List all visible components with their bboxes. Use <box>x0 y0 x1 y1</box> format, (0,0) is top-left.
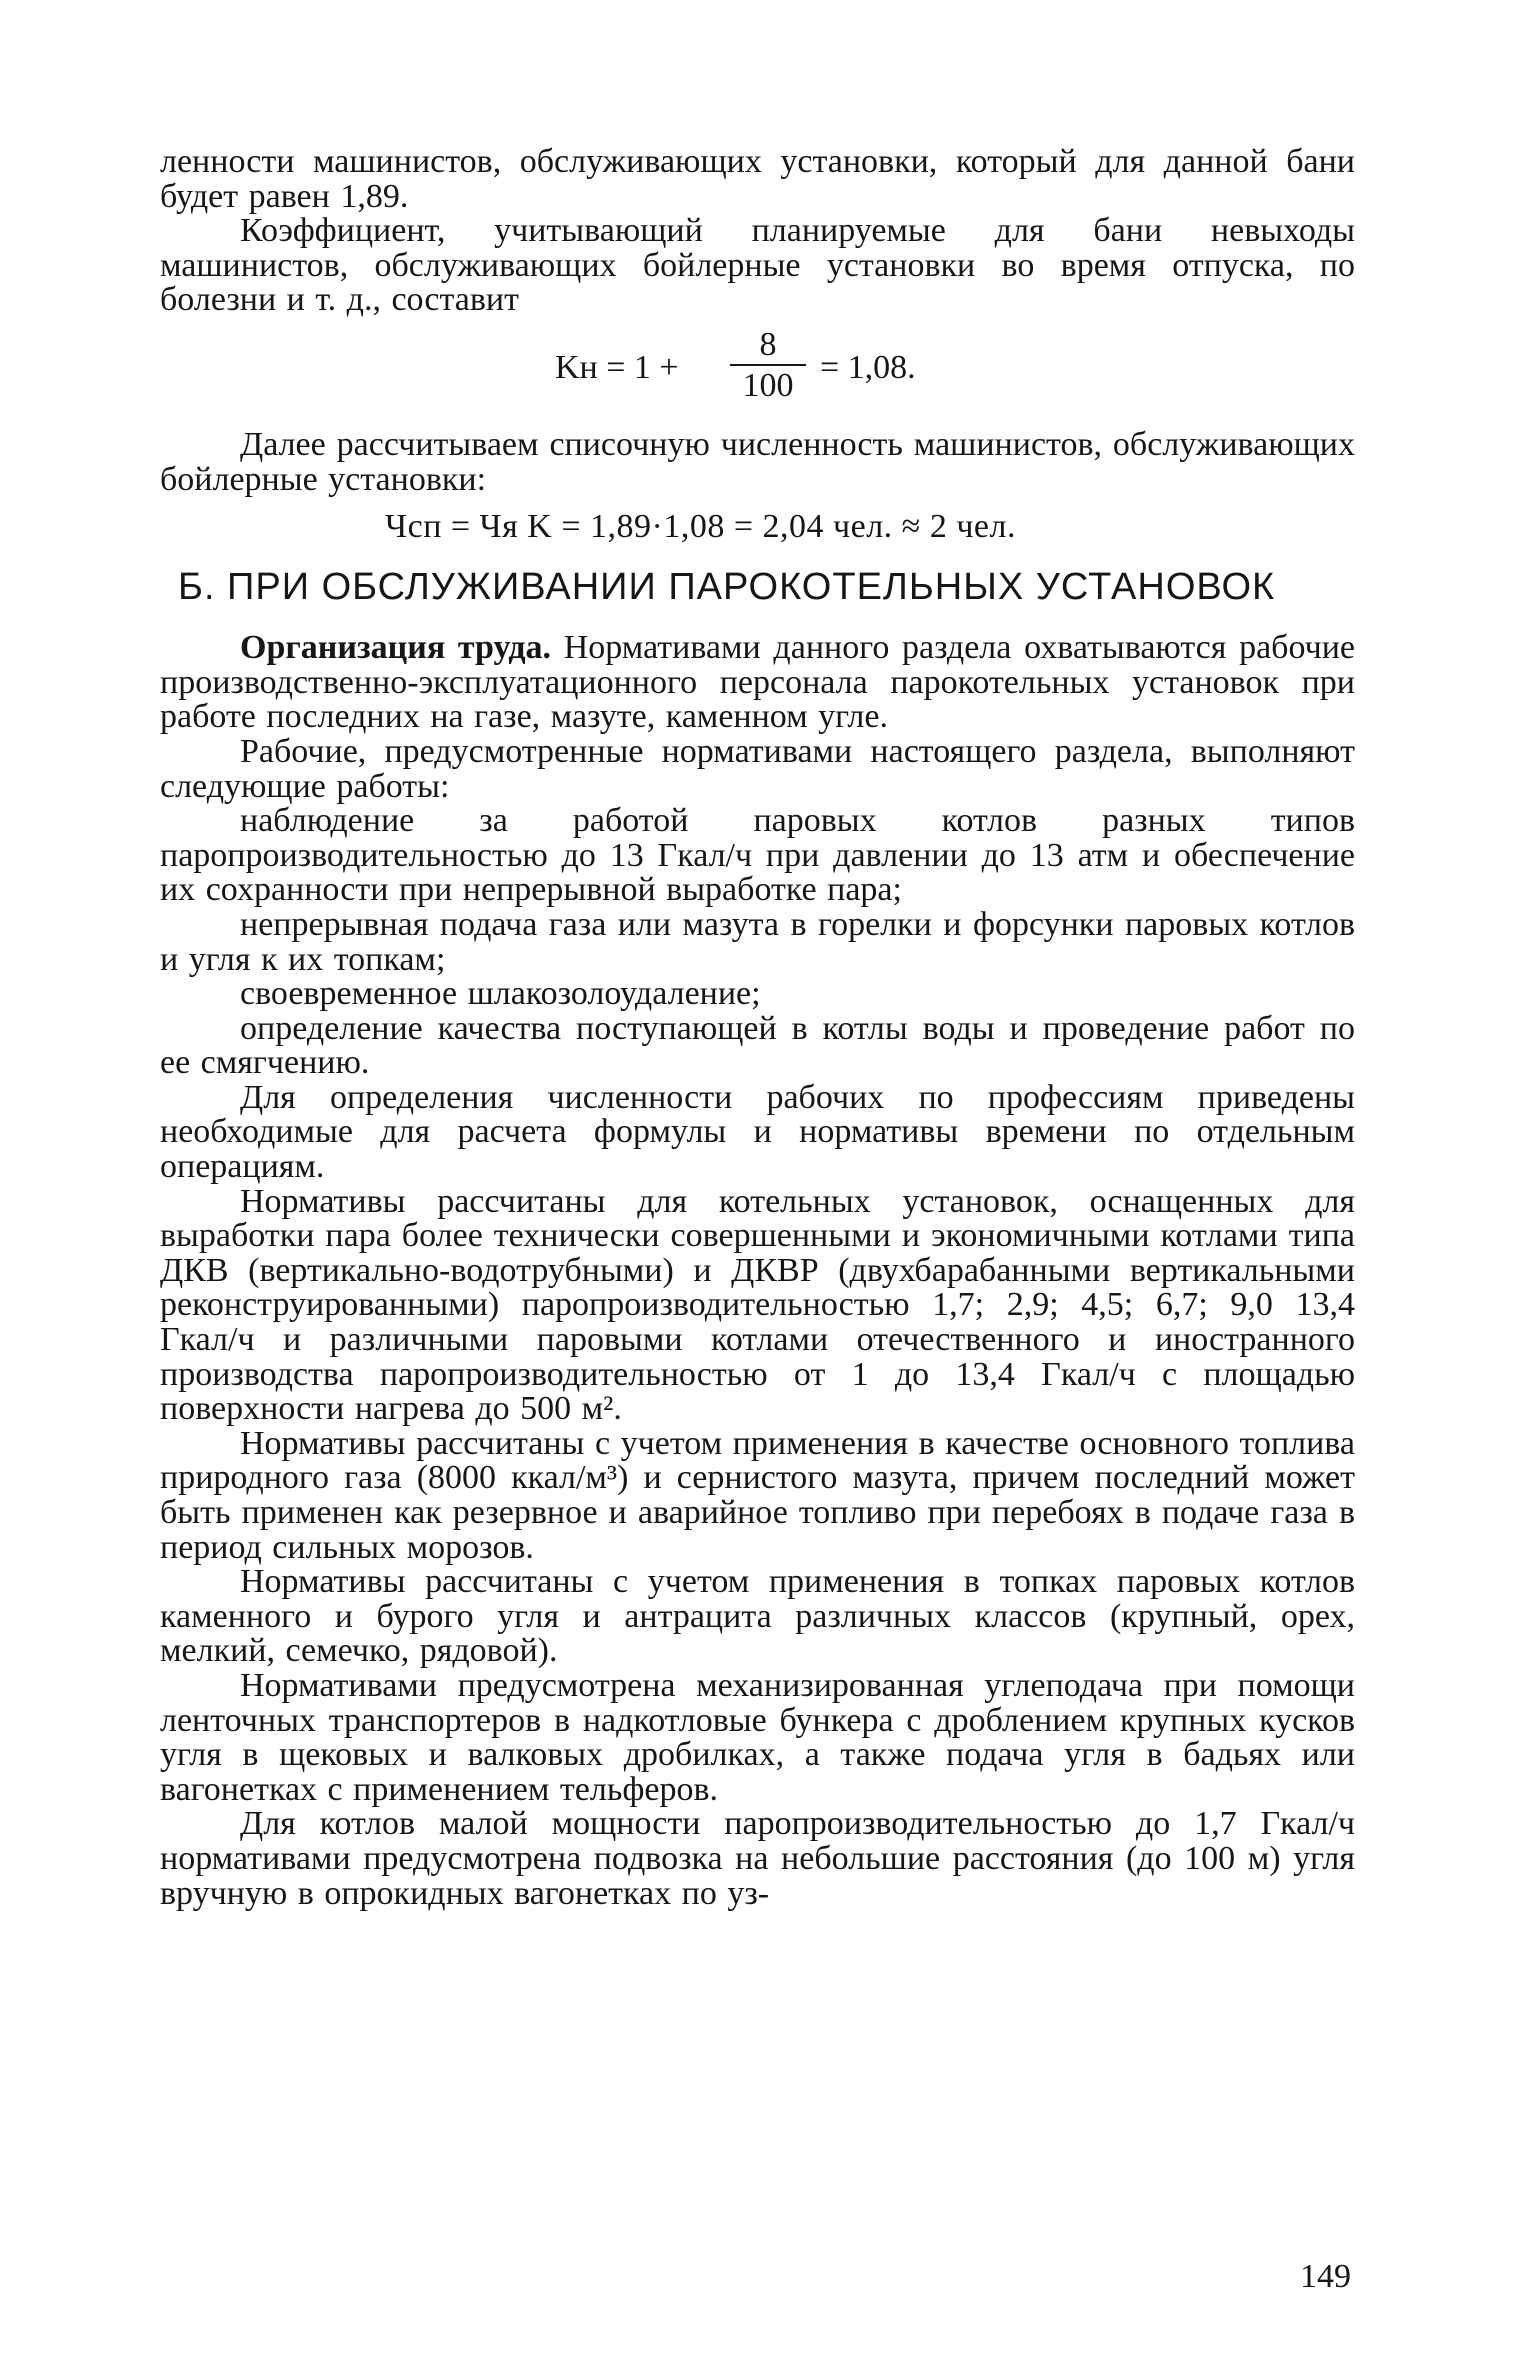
paragraph: Нормативы рассчитаны для котельных установок, оснащенных для выработки пара более технически совершенными и экономичными котлами типа ДКВ (вертикально-водотрубными) и ДКВР (двухбарабанными вертикальными реконструированными) паропроизводительностью 1,7; 2,9; 4,5; 6,7; 9,0 13,4 Гкал/ч и различными паровыми котлами отечественного и иностранного производства паропроизводительностью от 1 до 13,4 Гкал/ч с площадью поверхности нагрева до 500 м². <box>160 1182 1355 1428</box>
formula-kn-lhs: Kн = 1 + <box>555 348 679 386</box>
paragraph: Нормативы рассчитаны с учетом применения в качестве основного топлива природного газа (8000 ккал/м³) и сернистого мазута, причем последний может быть применен как резервное и аварийное топливо при перебоях в подаче газа в период сильных морозов. <box>160 1424 1355 1566</box>
paragraph: Для котлов малой мощности паропроизводительностью до 1,7 Гкал/ч нормативами предусмотрена подвозка на небольшие расстояния (до 100 м) угля вручную в опрокидных вагонетках по уз- <box>160 1805 1355 1912</box>
page-body <box>160 145 1355 1911</box>
list-item: своевременное шлакозолоудаление; <box>240 975 761 1013</box>
section-heading: Б. ПРИ ОБСЛУЖИВАНИИ ПАРОКОТЕЛЬНЫХ УСТАНОВОК <box>178 566 1276 609</box>
list-item: наблюдение за работой паровых котлов разных типов паропроизводительностью до 13 Гкал/ч при давлении до 13 атм и обеспечение их сохранности при непрерывной выработке пара; <box>160 802 1355 909</box>
formula-chs: Чсп = Чя K = 1,89·1,08 = 2,04 чел. ≈ 2 чел. <box>385 508 1016 546</box>
paragraph-organization <box>160 631 1355 735</box>
paragraph-headcount: Далее рассчитываем списочную численность машинистов, обслуживающих бойлерные установки: <box>160 425 1355 498</box>
formula-kn-denominator: 100 <box>742 366 794 404</box>
paragraph: Нормативы рассчитаны с учетом применения в топках паровых котлов каменного и бурого угля и антрацита различных классов (крупный, орех, мелкий, семечко, рядовой). <box>160 1563 1355 1670</box>
paragraph: Рабочие, предусмотренные нормативами настоящего раздела, выполняют следующие работы: <box>160 732 1355 805</box>
formula-kn <box>160 326 1355 418</box>
formula-kn-numerator: 8 <box>730 326 806 366</box>
paragraph: Для определения численности рабочих по профессиям приведены необходимые для расчета формулы и нормативы времени по отдельным операциям. <box>160 1078 1355 1186</box>
list-item: непрерывная подача газа или мазута в горелки и форсунки паровых котлов и угля к их топкам; <box>160 905 1355 978</box>
paragraph: Нормативами предусмотрена механизированная углеподача при помощи ленточных транспортеров в надкотловые бункера с дроблением крупных кусков угля в щековых и валковых дробилках, а также подача угля в бадьях или вагонетках с применением тельферов. <box>160 1666 1355 1808</box>
organization-lead: Организация труда. <box>240 629 552 667</box>
list-item: определение качества поступающей в котлы воды и проведение работ по ее смягчению. <box>160 1009 1355 1082</box>
formula-kn-rhs: = 1,08. <box>820 348 916 386</box>
paragraph-coefficient: Коэффициент, учитывающий планируемые для бани невыходы машинистов, обслуживающих бойлерные установки во время отпуска, по болезни и т. д., составит <box>160 212 1355 319</box>
organization-text: Нормативами данного раздела охватываются рабочие производственно-эксплуатационного персонала парокотельных установок при работе последних на газе, мазуте, каменном угле. <box>160 629 1355 736</box>
formula-kn-fraction <box>730 326 806 406</box>
page-number: 149 <box>1300 2258 1351 2295</box>
paragraph-continued: ленности машинистов, обслуживающих установки, который для данной бани будет равен 1,89. <box>160 143 1355 215</box>
